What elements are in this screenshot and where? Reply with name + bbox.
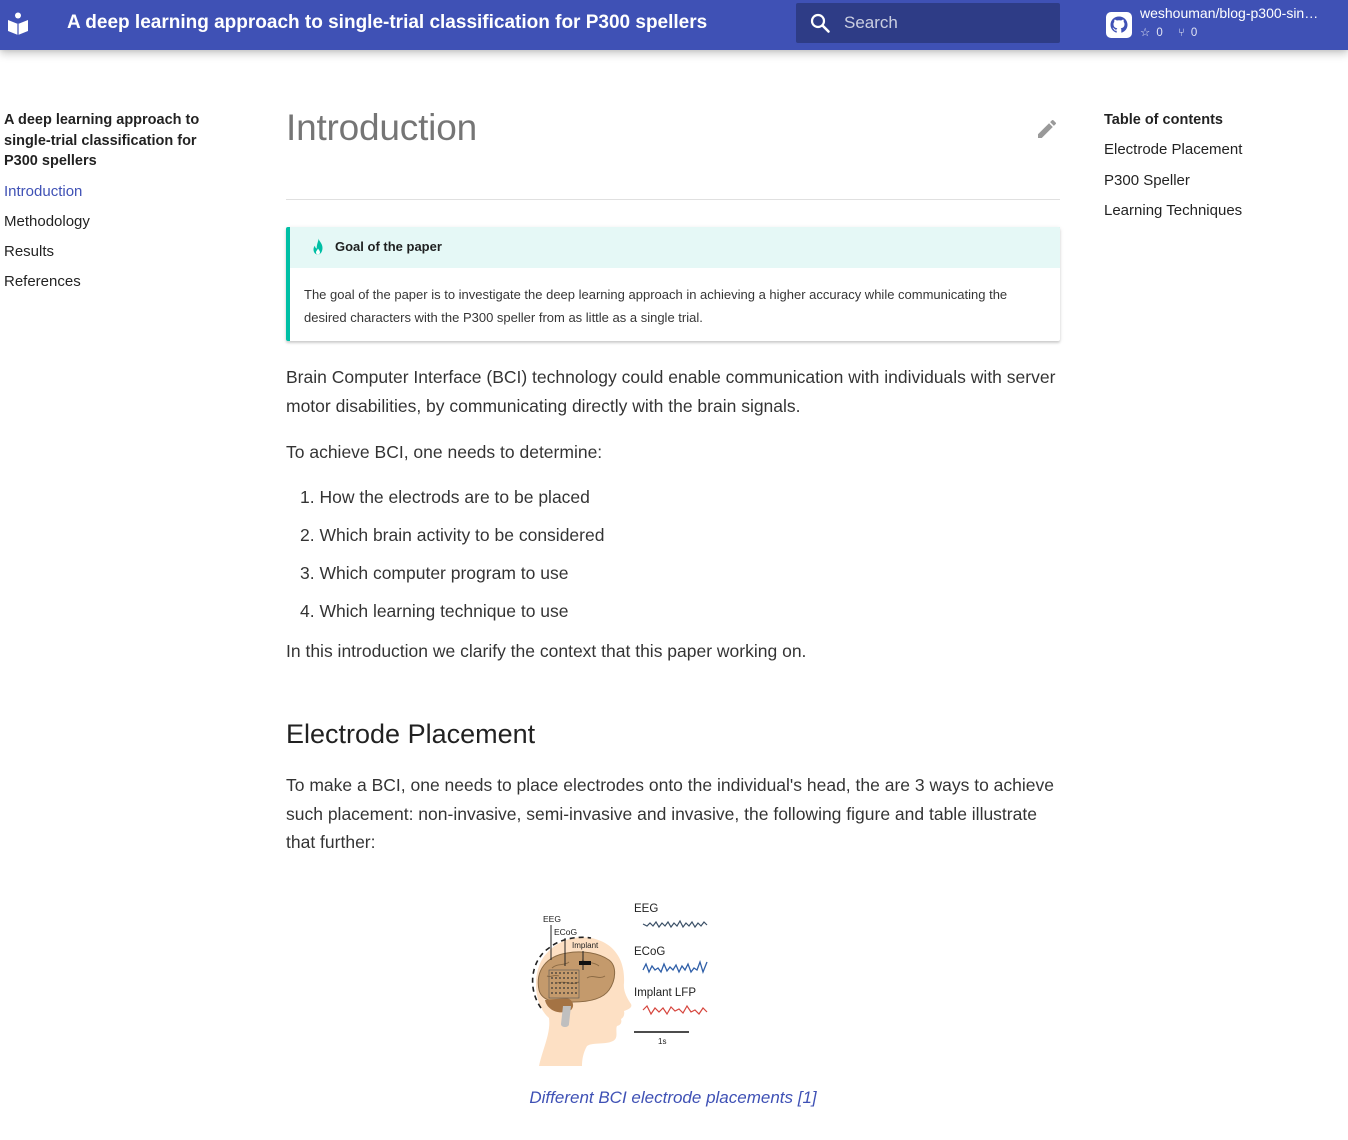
toc-title: Table of contents [1104,112,1223,128]
eeg-trace [643,921,707,927]
admonition-goal [286,227,1060,341]
repo-name[interactable]: weshouman/blog-p300-sin… [1140,5,1319,21]
page-title: Introduction [286,107,477,148]
scale-label: 1s [658,1037,667,1046]
toc-item-p300-speller[interactable]: P300 Speller [1104,171,1190,189]
label-ecog: ECoG [554,927,578,937]
nav-item-references[interactable]: References [4,273,81,291]
admonition-body: The goal of the paper is to investigate the deep learning approach in achieving a higher accuracy while communicating the desired characters with the P300 speller from as little as a single trial. [304,287,1008,325]
github-icon [1106,12,1132,38]
primary-nav [4,110,234,303]
lfp-trace [643,1006,707,1014]
nav-list [4,182,234,303]
toc-item-electrode-placement[interactable]: Electrode Placement [1104,141,1243,158]
flame-icon [308,237,328,257]
title-divider [286,199,1060,200]
intro-paragraph-2: To achieve BCI, one needs to determine: [286,442,603,462]
fork-icon: ⑂ [1177,27,1185,39]
list-item: 3. Which computer program to use [300,562,569,583]
repo-facts [1140,25,1203,39]
signal-label-lfp: Implant LFP [634,987,696,999]
nav-title: A deep learning approach to single-trial classification for P300 spellers [4,112,200,169]
nav-item-methodology[interactable]: Methodology [4,212,90,230]
nav-item-results[interactable]: Results [4,243,55,261]
label-implant: Implant [572,941,599,950]
intro-paragraph-1: Brain Computer Interface (BCI) technology could enable communication with individuals with server motor disabilities, by communicating directly with the brain signals. [286,367,1056,416]
search-input[interactable] [844,3,1054,43]
toc-list [1104,140,1344,232]
table-of-contents [1104,110,1344,232]
ecog-trace [643,962,707,972]
intro-paragraph-3: In this introduction we clarify the context that this paper working on. [286,640,807,661]
admonition-title: Goal of the paper [335,239,442,254]
book-reader-icon[interactable] [6,11,30,35]
search-icon[interactable] [808,11,832,35]
site-title: A deep learning approach to single-trial classification for P300 spellers [67,12,708,33]
requirements-list [286,485,1060,637]
electrode-paragraph: To make a BCI, one needs to place electrodes onto the individual's head, the are 3 ways to achieve such placement: non-invasive, semi-invasive and invasive, the following figure and table illustrate that further: [286,775,1054,852]
main-content [286,102,1060,857]
list-item: 1. How the electrods are to be placed [300,486,590,507]
repo-link[interactable] [1104,4,1348,46]
figure-caption[interactable]: Different BCI electrode placements [1] [529,1088,817,1107]
star-count: 0 [1156,27,1163,39]
nav-item-introduction[interactable]: Introduction [4,182,83,200]
search-box[interactable] [796,3,1060,43]
label-eeg: EEG [543,914,561,924]
electrode-placement-figure [527,898,713,1068]
header-bar [0,0,1348,50]
fork-count: 0 [1190,27,1198,39]
signal-label-ecog: ECoG [634,946,666,958]
list-item: 2. Which brain activity to be considered [300,524,605,545]
toc-item-learning-techniques[interactable]: Learning Techniques [1104,202,1243,219]
pencil-icon[interactable] [1035,117,1059,141]
admonition-header [290,227,1060,268]
star-icon: ☆ [1140,27,1151,39]
list-item: 4. Which learning technique to use [300,600,569,621]
section-title-electrode-placement: Electrode Placement [286,719,536,749]
signal-label-eeg: EEG [634,903,659,915]
